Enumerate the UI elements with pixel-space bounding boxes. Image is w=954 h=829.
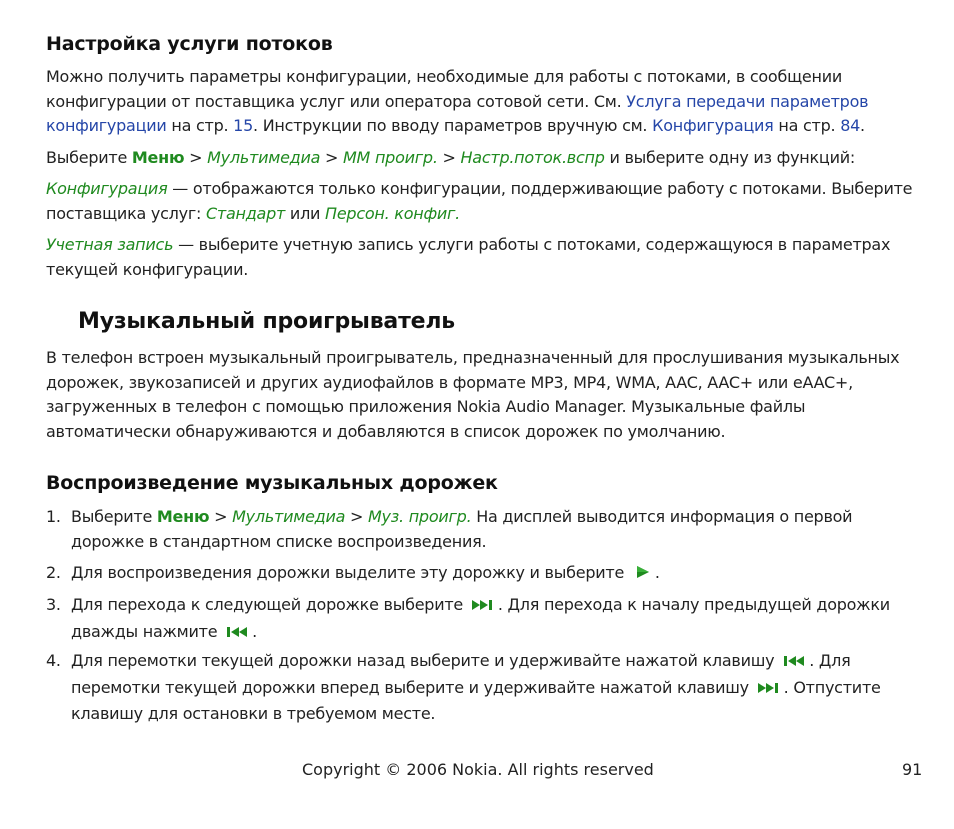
- page-number: 91: [902, 760, 923, 779]
- previous-track-icon: [224, 622, 250, 647]
- next-track-icon: [470, 595, 496, 620]
- list-item: 1. Выберите Меню > Мультимедиа > Муз. проигр. На дисплей выводится информация о первой дорожке в стандартном списке воспроизведения.: [46, 507, 853, 551]
- heading-music-player: Музыкальный проигрыватель: [78, 309, 455, 334]
- list-item: 4. Для перемотки текущей дорожки назад выберите и удерживайте нажатой клавишу . Для перемотки текущей дорожки вперед выберите и удерживайте нажатой клавишу . Отпустите клавишу для остановки в требуемом месте.: [46, 651, 881, 724]
- paragraph-music-player: В телефон встроен музыкальный проигрыватель, предназначенный для прослушивания музыкальных дорожек, звукозаписей и других аудиофайлов в формате MP3, MP4, WMA, AAC, AAC+ или eAAC+, загруженных в телефон с помощью приложения Nokia Audio Manager. Музыкальные файлы автоматически обнаруживаются и добавляются в список дорожек по умолчанию.: [46, 348, 900, 441]
- link-configuration[interactable]: Конфигурация: [652, 116, 774, 136]
- list-item: 3. Для перехода к следующей дорожке выберите . Для перехода к началу предыдущей дорожки дважды нажмите .: [46, 593, 916, 646]
- copyright-text: Copyright © 2006 Nokia. All rights reserved: [302, 760, 654, 779]
- heading-streaming-settings: Настройка услуги потоков: [46, 33, 333, 55]
- stream-settings-label: Настр.поток.вспр: [460, 148, 605, 167]
- play-icon: [631, 563, 653, 588]
- option-account: Учетная запись — выберите учетную запись услуги работы с потоками, содержащуюся в параметрах текущей конфигурации.: [46, 235, 891, 279]
- paragraph-streaming-intro: Можно получить параметры конфигурации, необходимые для работы с потоками, в сообщении конфигурации от поставщика услуг или оператора сотовой сети. См. Услуга передачи параметров конфигурации на стр. 15. Инструкции по вводу параметров вручную см. Конфигурация на стр. 84.: [46, 67, 869, 136]
- multimedia-label: Мультимедиа: [207, 148, 321, 167]
- link-page-15[interactable]: 15: [233, 116, 254, 136]
- link-config-service[interactable]: Услуга передачи параметров конфигурации: [46, 91, 869, 136]
- previous-track-icon: [781, 651, 807, 676]
- next-track-icon: [756, 678, 782, 703]
- option-configuration: Конфигурация — отображаются только конфигурации, поддерживающие работу с потоками. Выберите поставщика услуг: Стандарт или Персон. конфиг.: [46, 179, 913, 223]
- paragraph-menu-path: Выберите Меню > Мультимедиа > ММ проигр. > Настр.поток.вспр и выберите одну из функций:: [46, 148, 855, 167]
- mm-player-label: ММ проигр.: [343, 148, 438, 167]
- heading-playing-tracks: Воспроизведение музыкальных дорожек: [46, 472, 498, 494]
- menu-label: Меню: [131, 148, 185, 167]
- link-page-84[interactable]: 84: [840, 116, 861, 136]
- list-item: 2. Для воспроизведения дорожки выделите эту дорожку и выберите .: [46, 561, 916, 588]
